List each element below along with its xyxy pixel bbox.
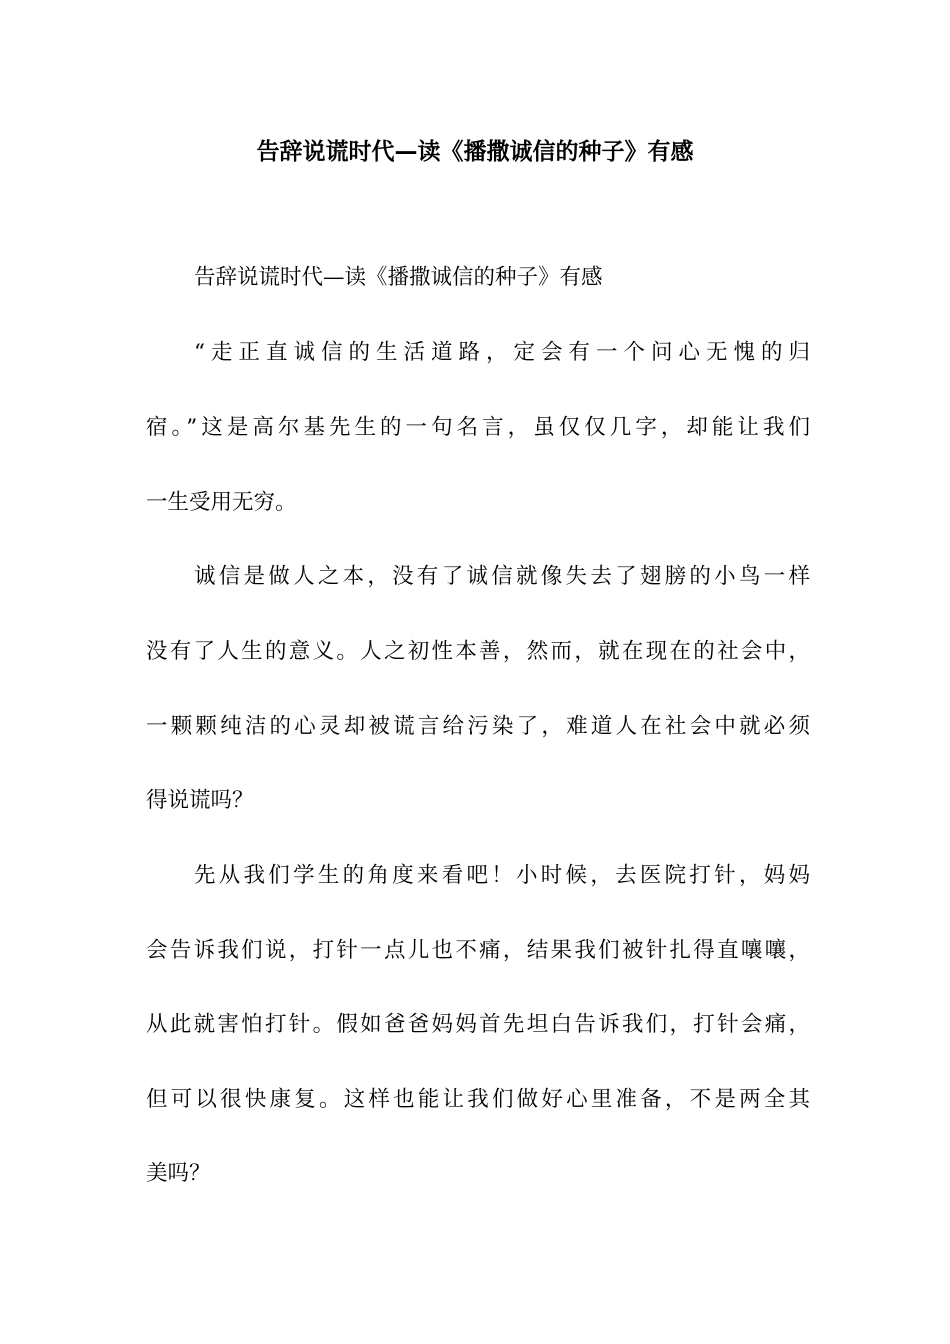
paragraph-line: “走正直诚信的生活道路，定会有一个问心无愧的归 xyxy=(194,340,810,365)
paragraph-line: 得说谎吗？ xyxy=(146,788,254,813)
paragraph-line: 告辞说谎时代—读《播撒诚信的种子》有感 xyxy=(194,265,603,290)
paragraph-line: 宿。”这是高尔基先生的一句名言，虽仅仅几字，却能让我们 xyxy=(146,415,810,440)
paragraph-line: 一颗颗纯洁的心灵却被谎言给污染了，难道人在社会中就必须 xyxy=(146,714,810,739)
paragraph-line: 美吗？ xyxy=(146,1161,211,1186)
paragraph-line: 从此就害怕打针。假如爸爸妈妈首先坦白告诉我们，打针会痛， xyxy=(146,1012,810,1037)
paragraph-line: 先从我们学生的角度来看吧！小时候，去医院打针，妈妈 xyxy=(194,863,810,888)
paragraph-line: 一生受用无穷。 xyxy=(146,490,297,515)
paragraph-line: 没有了人生的意义。人之初性本善，然而，就在现在的社会中， xyxy=(146,639,810,664)
paragraph-line: 但可以很快康复。这样也能让我们做好心里准备，不是两全其 xyxy=(146,1087,810,1112)
paragraph-line: 会告诉我们说，打针一点儿也不痛，结果我们被针扎得直嚷嚷， xyxy=(146,938,810,963)
document-title: 告辞说谎时代—读《播撒诚信的种子》有感 xyxy=(256,139,694,165)
paragraph-line: 诚信是做人之本，没有了诚信就像失去了翅膀的小鸟一样 xyxy=(194,564,810,589)
